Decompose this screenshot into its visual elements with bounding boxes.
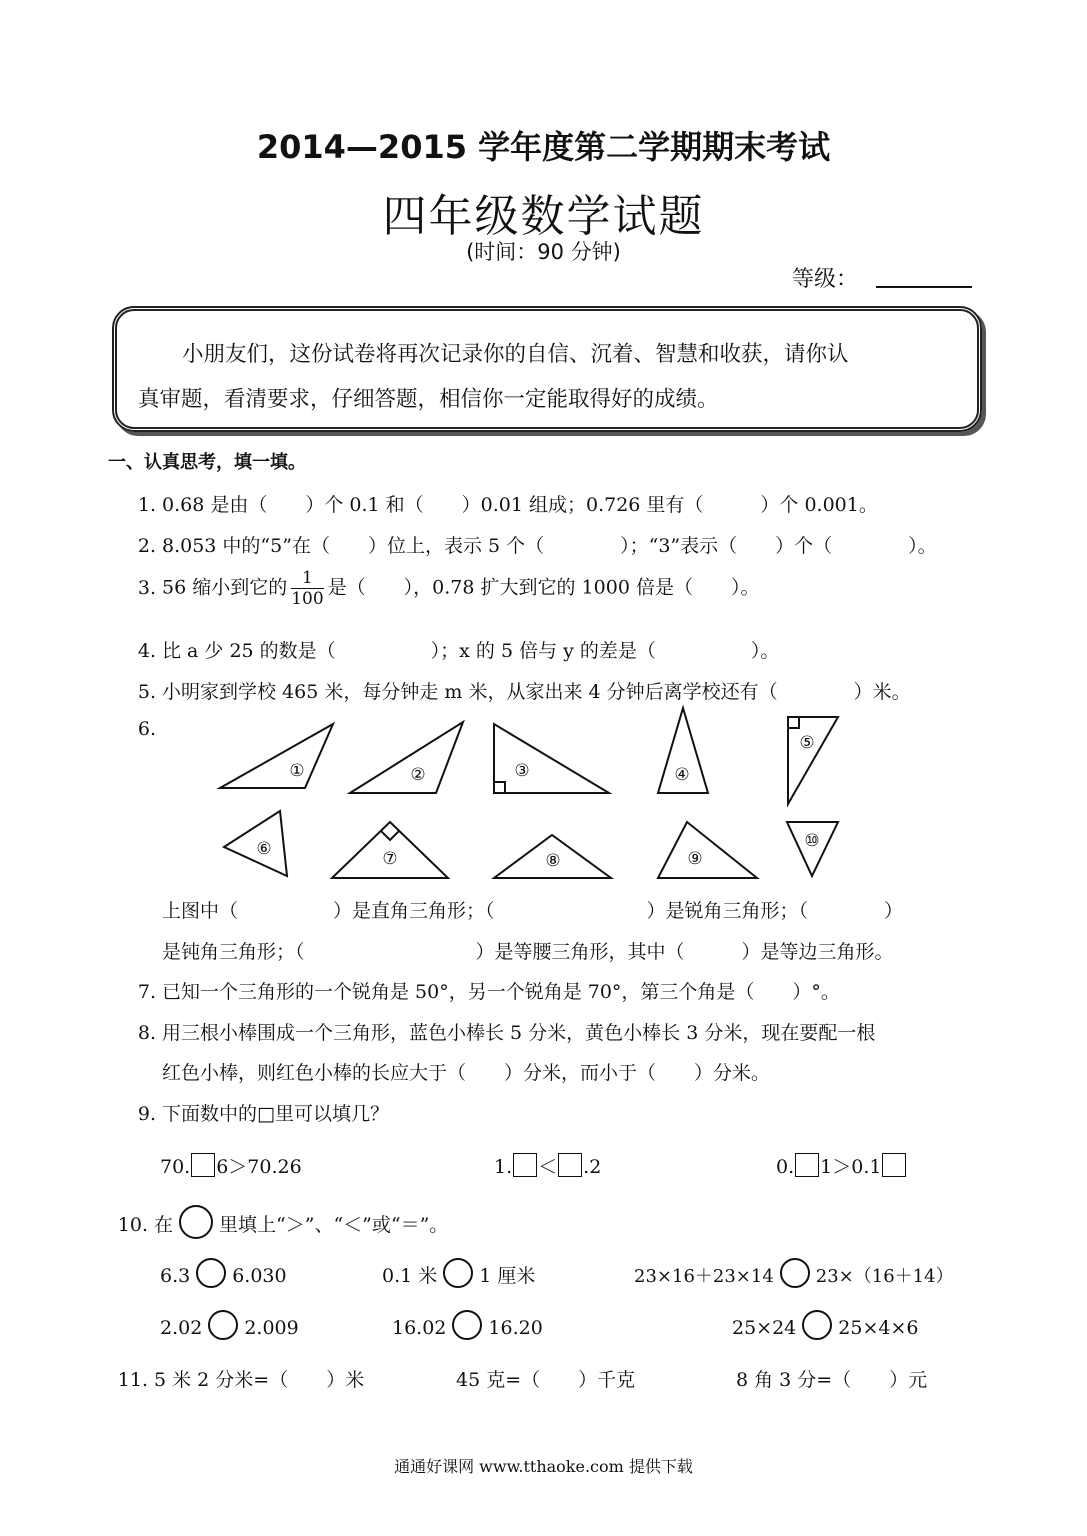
q10-right: 16.20	[488, 1317, 543, 1339]
question-number: 11.	[117, 1369, 148, 1391]
question-text: 0.68 是由（ ）个 0.1 和（ ）0.01 组成；0.726 里有（ ）个 0.001。	[162, 494, 878, 516]
question-number: 8.	[137, 1022, 156, 1044]
question-number: 10.	[117, 1214, 148, 1236]
question-text: 用三根小棒围成一个三角形，蓝色小棒长 5 分米，黄色小棒长 3 分米，现在要配一根	[162, 1022, 876, 1044]
exam-subtitle: 四年级数学试题	[382, 191, 705, 242]
answer-box[interactable]	[191, 1153, 215, 1177]
q10-right: 2.009	[244, 1317, 299, 1339]
question-6-line-1: 上图中（ ）是直角三角形；（ ）是锐角三角形；（ ）	[162, 900, 904, 922]
fraction-numerator: 1	[291, 568, 323, 589]
triangle-label-10: ⑩	[804, 831, 820, 851]
compare-circle[interactable]	[780, 1258, 810, 1288]
triangle-3	[494, 724, 609, 793]
compare-circle[interactable]	[196, 1258, 226, 1288]
q10-right: 6.030	[232, 1265, 287, 1287]
question-number: 5.	[137, 681, 156, 703]
notice-line-1: 小朋友们，这份试卷将再次记录你的自信、沉着、智慧和收获，请你认	[182, 342, 849, 367]
question-10	[108, 1205, 448, 1239]
question-11	[108, 1365, 364, 1392]
question-text-post: 是（ ），0.78 扩大到它的 1000 倍是（ ）。	[327, 576, 760, 599]
triangle-label-5: ⑤	[799, 733, 815, 753]
fraction-denominator: 100	[291, 589, 324, 609]
question-number: 1.	[137, 494, 156, 516]
compare-circle[interactable]	[208, 1310, 238, 1340]
q10-left: 0.1 米	[382, 1265, 438, 1287]
exam-time: (时间：90 分钟)	[466, 240, 621, 264]
question-text: 小明家到学校 465 米，每分钟走 m 米，从家出来 4 分钟后离学校还有（ ）米。	[162, 681, 911, 703]
triangle-label-1: ①	[289, 761, 305, 781]
q11-item-a: 5 米 2 分米=（ ）米	[154, 1369, 365, 1391]
q10-item	[634, 1258, 954, 1288]
exam-title: 2014—2015 学年度第二学期期末考试	[256, 128, 831, 166]
answer-box[interactable]	[795, 1153, 819, 1177]
q10-item	[732, 1310, 918, 1340]
q10-right: 25×4×6	[838, 1317, 919, 1339]
q10-left: 25×24	[732, 1317, 797, 1339]
question-6-line-2: 是钝角三角形；（ ）是等腰三角形，其中（ ）是等边三角形。	[162, 941, 894, 963]
answer-box[interactable]	[558, 1153, 582, 1177]
q10-item	[392, 1310, 543, 1340]
triangle-5	[788, 717, 838, 804]
right-angle-mark-3	[494, 782, 505, 793]
q9-b-mid: ＜	[538, 1156, 558, 1178]
triangle-label-7: ⑦	[382, 849, 398, 869]
triangle-label-4: ④	[674, 765, 690, 785]
question-8-line-2: 红色小棒，则红色小棒的长应大于（ ）分米，而小于（ ）分米。	[162, 1062, 771, 1084]
q9-a-pre: 70.	[160, 1156, 191, 1178]
compare-circle[interactable]	[443, 1258, 473, 1288]
q9-b-post: .2	[583, 1156, 602, 1178]
q11-item-b: 45 克=（ ）千克	[456, 1369, 636, 1391]
triangle-label-3: ③	[514, 761, 530, 781]
question-text: 已知一个三角形的一个锐角是 50°，另一个锐角是 70°，第三个角是（ ）°。	[162, 981, 840, 1003]
q10-right: 1 厘米	[479, 1265, 536, 1287]
grade-label: 等级：	[792, 267, 859, 292]
right-angle-mark-5	[788, 717, 799, 728]
section-title: 一、认真思考，填一填。	[108, 452, 306, 473]
q10-post: 里填上“＞”、“＜”或“＝”。	[219, 1214, 449, 1236]
question-text: 8.053 中的“5”在（ ）位上，表示 5 个（ ）；“3”表示（ ）个（ ）。	[162, 535, 937, 557]
q10-left: 6.3	[160, 1265, 191, 1287]
q10-left: 16.02	[392, 1317, 447, 1339]
answer-box[interactable]	[882, 1153, 906, 1177]
q10-left: 2.02	[160, 1317, 203, 1339]
question-number: 6.	[137, 718, 156, 740]
question-number: 4.	[137, 640, 156, 662]
question-number: 9.	[137, 1103, 156, 1125]
question-9	[120, 1099, 389, 1126]
compare-circle	[179, 1205, 213, 1239]
q9-c-pre: 0.	[776, 1156, 795, 1178]
question-text: 下面数中的□里可以填几？	[162, 1103, 389, 1125]
triangle-9	[658, 822, 757, 878]
question-text: 比 a 少 25 的数是（ ）；x 的 5 倍与 y 的差是（ ）。	[162, 640, 780, 662]
question-8	[120, 1018, 875, 1045]
q9-item-a	[160, 1152, 302, 1179]
q10-item	[160, 1310, 299, 1340]
q10-item	[382, 1258, 535, 1288]
triangle-label-9: ⑨	[687, 849, 703, 869]
footer-source: 通通好课网 www.tthaoke.com 提供下载	[394, 1457, 693, 1476]
question-text-pre: 56 缩小到它的	[162, 576, 288, 599]
question-number: 7.	[137, 981, 156, 1003]
q10-item	[160, 1258, 287, 1288]
triangle-label-6: ⑥	[256, 839, 272, 859]
q9-c-mid: 1＞0.1	[820, 1156, 882, 1178]
compare-circle[interactable]	[452, 1310, 482, 1340]
triangle-label-8: ⑧	[545, 851, 561, 871]
q11-item-c: 8 角 3 分=（ ）元	[736, 1369, 928, 1391]
notice-line-2: 真审题，看清要求，仔细答题，相信你一定能取得好的成绩。	[138, 387, 719, 412]
q9-item-b	[494, 1152, 601, 1179]
question-number: 2.	[137, 535, 156, 557]
q10-pre: 在	[154, 1214, 174, 1236]
right-angle-mark-7	[381, 831, 399, 840]
q10-right: 23×（16＋14）	[815, 1266, 954, 1287]
q9-b-pre: 1.	[494, 1156, 513, 1178]
triangle-label-2: ②	[410, 765, 426, 785]
triangle-1	[220, 724, 333, 788]
triangle-2	[350, 722, 463, 793]
q10-left: 23×16＋23×14	[634, 1266, 774, 1287]
q9-item-c	[776, 1152, 907, 1179]
compare-circle[interactable]	[802, 1310, 832, 1340]
question-number: 3.	[137, 576, 156, 599]
answer-box[interactable]	[513, 1153, 537, 1177]
q9-a-post: 6＞70.26	[216, 1156, 302, 1178]
question-7	[120, 977, 840, 1004]
